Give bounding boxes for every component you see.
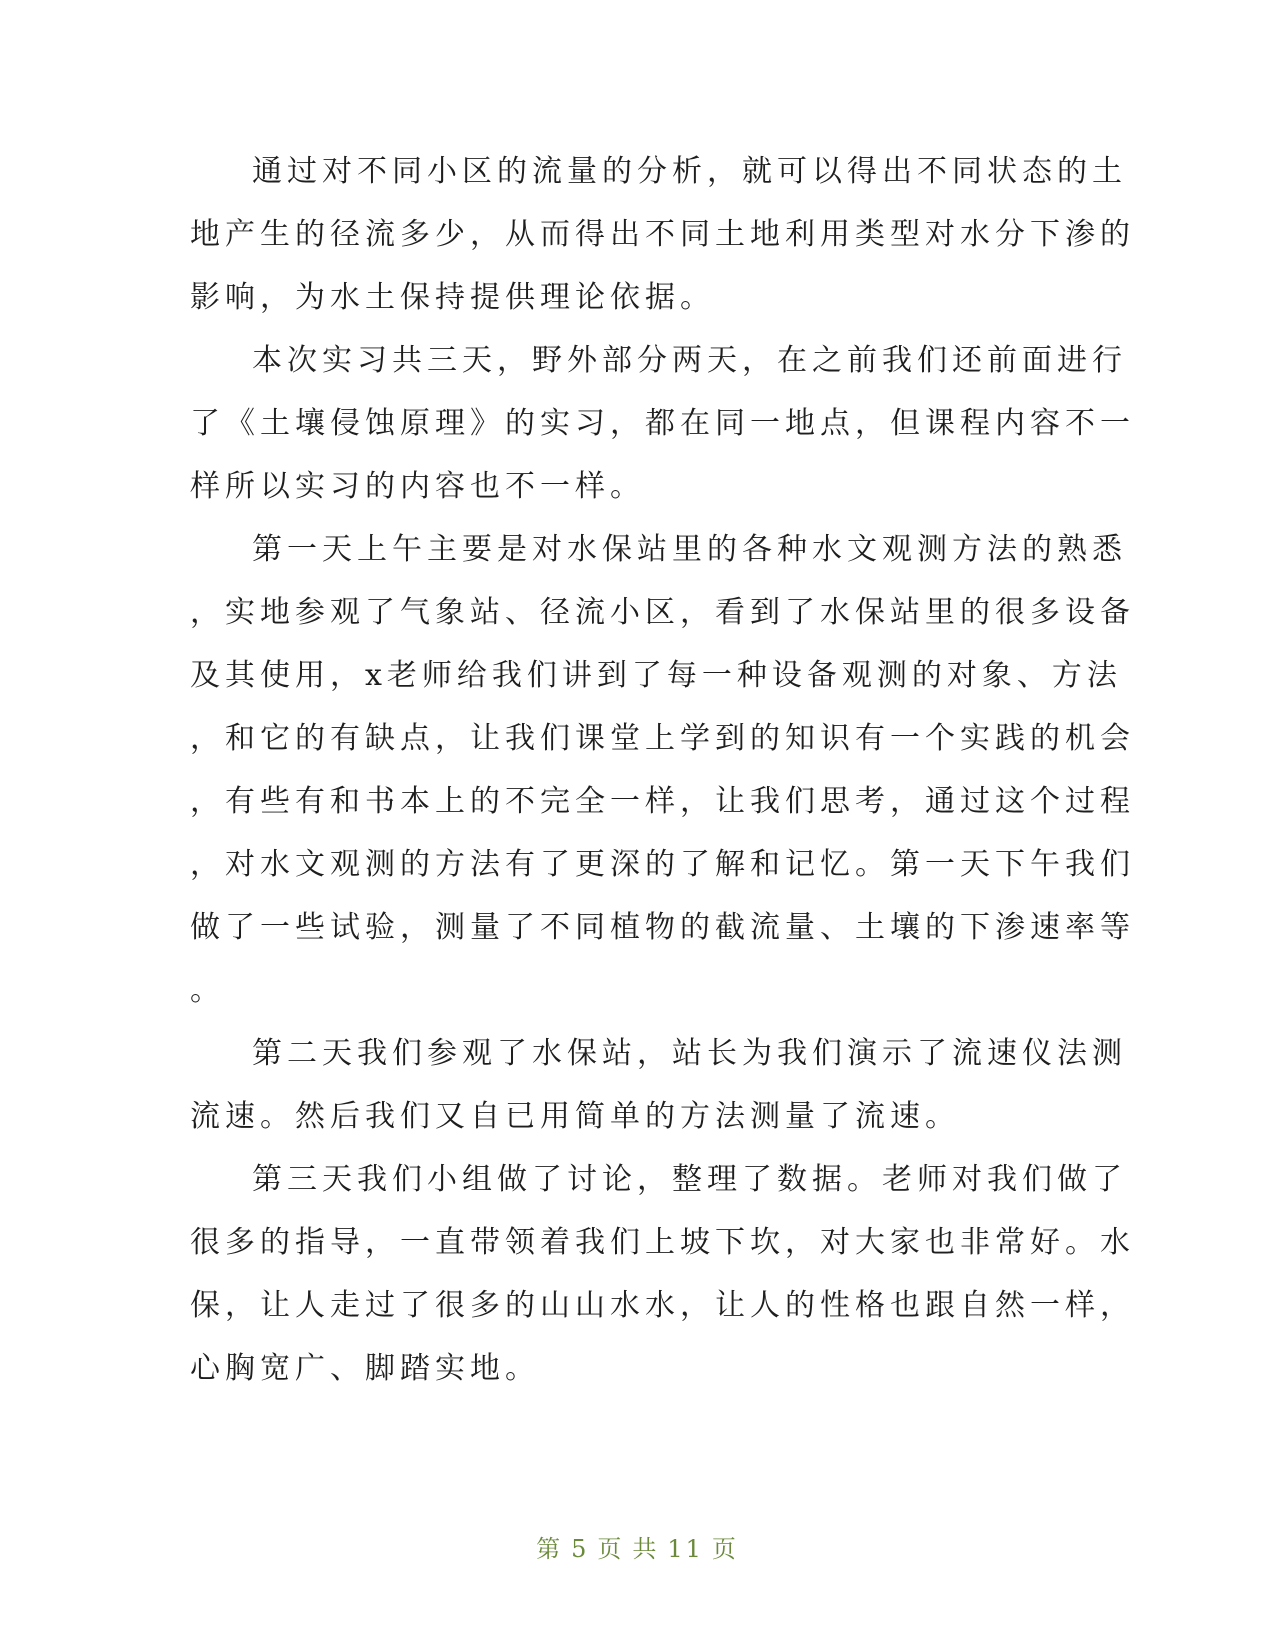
- total-page-count: 11: [667, 1535, 704, 1563]
- text-line: ，和它的有缺点，让我们课堂上学到的知识有一个实践的机会: [190, 721, 1135, 756]
- text-line: 及其使用，x老师给我们讲到了每一种设备观测的对象、方法: [190, 658, 1122, 693]
- paragraph: [190, 329, 1135, 518]
- current-page-number: 5: [571, 1535, 590, 1563]
- text-line: 流速。然后我们又自已用简单的方法测量了流速。: [190, 1099, 960, 1134]
- paragraph: [190, 518, 1135, 1022]
- text-line: 第三天我们小组做了讨论，整理了数据。老师对我们做了: [252, 1162, 1127, 1197]
- text-line: ，实地参观了气象站、径流小区，看到了水保站里的很多设备: [190, 595, 1135, 630]
- text-line: 保，让人走过了很多的山山水水，让人的性格也跟自然一样，: [190, 1288, 1135, 1323]
- text-line: 本次实习共三天，野外部分两天，在之前我们还前面进行: [252, 343, 1127, 378]
- text-line: 第一天上午主要是对水保站里的各种水文观测方法的熟悉: [252, 532, 1127, 567]
- page-footer: [0, 1529, 1275, 1564]
- text-line: 了《土壤侵蚀原理》的实习，都在同一地点，但课程内容不一: [190, 406, 1135, 441]
- footer-page-word: 页: [597, 1535, 625, 1563]
- text-line: 地产生的径流多少，从而得出不同土地利用类型对水分下渗的: [190, 217, 1135, 252]
- footer-total-word: 共: [632, 1535, 660, 1563]
- paragraph: [190, 1022, 1127, 1148]
- paragraph: [190, 140, 1135, 329]
- text-line: 样所以实习的内容也不一样。: [190, 469, 645, 504]
- text-line: 很多的指导，一直带领着我们上坡下坎，对大家也非常好。水: [190, 1225, 1135, 1260]
- document-body: [190, 140, 1135, 1400]
- footer-suffix: 页: [711, 1535, 739, 1563]
- text-line: ，有些有和书本上的不完全一样，让我们思考，通过这个过程: [190, 784, 1135, 819]
- paragraph: [190, 1148, 1135, 1400]
- text-line: 影响，为水土保持提供理论依据。: [190, 280, 715, 315]
- text-line: 通过对不同小区的流量的分析，就可以得出不同状态的土: [252, 154, 1127, 189]
- text-line: ，对水文观测的方法有了更深的了解和记忆。第一天下午我们: [190, 847, 1135, 882]
- text-line: 心胸宽广、脚踏实地。: [190, 1351, 540, 1386]
- footer-prefix: 第: [536, 1535, 564, 1563]
- text-line: 。: [190, 973, 225, 1008]
- text-line: 做了一些试验，测量了不同植物的截流量、土壤的下渗速率等: [190, 910, 1135, 945]
- text-line: 第二天我们参观了水保站，站长为我们演示了流速仪法测: [252, 1036, 1127, 1071]
